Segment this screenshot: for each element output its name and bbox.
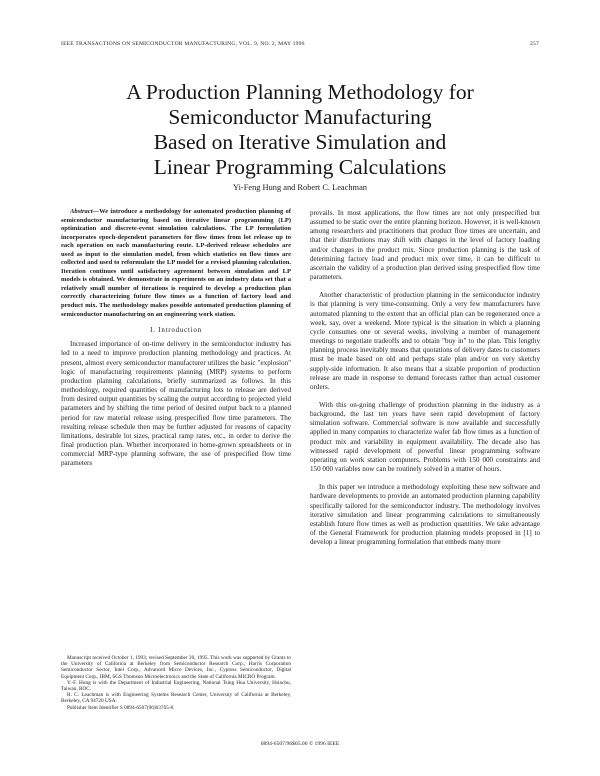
title-line-3: Based on Iterative Simulation and: [153, 130, 447, 154]
footnote-received: Manuscript received October 1, 1993; revised September 20, 1995. This work was supported by Grants to the University of California at Berkeley from Semiconductor Research Corp., Harris Corporation Semiconductor Sector, Intel Corp., Advanced Micro Devices, Inc., Cypress Semiconductor, Digital Equipment Corp., IBM, SGS Thomson Microelectronics and the State of California MICRO Program.: [61, 655, 291, 680]
body-paragraph-2: Another characteristic of production planning in the semiconductor industry is that planning is very time-consuming. Only a very few manufacturers have automated planning to the extent that an official plan can be regenerated once a week, say, over a weekend. More typical is the situation in which a planning cycle consumes one or several weeks, involving a number of management meetings to negotiate tradeoffs and to obtain "buy in" to the plan. This lengthy planning process inevitably means that quotations of delivery dates to customers must be made based on old and perhaps stale plan and/or on very sketchy supply-side information. It also means that a sizable proportion of production release are made in response to demand forecasts rather than actual customer orders.: [310, 291, 540, 391]
page-number: 257: [530, 41, 539, 47]
section-heading-introduction: I. Introduction: [150, 327, 202, 335]
footnote-publisher-id: Publisher Item Identifier S 0894-6507(96)03765-8.: [67, 704, 175, 711]
introduction-paragraph: Increased importance of on-time delivery in the semiconductor industry has led to a need to improve production planning methodology and practices. At present, almost every semiconductor manufacturer utilizes the basic "explosion" logic of manufacturing requirements planning (MRP) systems to perform production planning calculations, briefly summarized as follows. In this methodology, required quantities of manufacturing lots to release are derived from desired output quantities by scaling the output according to projected yield parameters and by shifting the time period of desired output back to a planned period for raw material release using prespecified flow time parameters. The resulting release schedule then may be further adjusted for reasons of capacity limitations, desirable lot sizes, practical ramp rates, etc., in order to derive the final production plan. Whether incorporated in home-grown spreadsheets or in commercial MRP-type planning software, the use of prespecified flow time parameters: [61, 340, 291, 468]
abstract-label: Abstract—: [70, 208, 100, 215]
right-column: [310, 209, 540, 547]
title-line-4: Linear Programming Calculations: [153, 155, 447, 179]
abstract-text: We introduce a methodology for automated production planning of semiconductor manufacturing based on iterative linear programming (LP) optimization and discrete-event simulation calculations. The LP formulation incorporates epoch-dependent parameters for flow times from lot release up to each operation on each manufacturing route. LP-derived release schedules are used as input to the simulation model, from which statistics on flow times are collected and used to reformulate the LP model for a revised planning calculation. Iteration continues until satisfactory agreement between simulation and LP models is obtained. We demonstrate in experiments on an industry data set that a relatively small number of iterations is required to develop a production plan correctly characterizing future flow times as a function of factory load and product mix. The methodology makes possible automated production planning of semiconductor manufacturing on an engineering work station.: [61, 208, 291, 318]
footnote-author-1: Y.-F. Hung is with the Department of Industrial Engineering, National Tsing Hua University, Hsinchu, Taiwan, ROC.: [61, 679, 291, 693]
journal-name: IEEE TRANSACTIONS ON SEMICONDUCTOR MANUFACTURING, VOL. 9, NO. 2, MAY 1996: [61, 41, 305, 47]
body-paragraph-1: prevails. In most applications, the flow times are not only prespecified but assumed to be static over the entire planning horizon. However, it is well-known among researchers and practitioners that product flow times are uncertain, and that their distributions may shift with changes in the level of factory loading and/or changes in the product mix. Since production planning is the task of determining factory load and product mix over time, it can be difficult to ascertain the validity of a production plan derived using prespecified flow time parameters.: [310, 209, 540, 282]
footnotes: [61, 655, 291, 711]
abstract: [61, 208, 291, 319]
left-column: [61, 208, 291, 468]
running-header: [61, 41, 539, 51]
title-line-1: A Production Planning Methodology for: [126, 80, 474, 104]
body-paragraph-4: In this paper we introduce a methodology exploiting these new software and hardware developments to provide an automated production planning capability specifically tailored for the semiconductor industry. The methodology involves iterative simulation and linear programming calculations to simultaneously establish future flow times as well as production quantities. We take advantage of the General Framework for production planning models proposed in [1] to develop a linear programming formulation that embeds many more: [310, 483, 540, 547]
author-list: Yi-Feng Hung and Robert C. Leachman: [233, 183, 367, 192]
title-line-2: Semiconductor Manufacturing: [168, 105, 432, 129]
body-paragraph-3: With this on-going challenge of production planning in the industry as a background, the last ten years have seen rapid development of factory simulation software. Commercial software is now available and successfully applied in many companies to characterize wafer fab flow times as a function of product mix and variability in equipment availability. The decade also has witnessed rapid development of powerful linear programming software operating on work station computers. Problems with 150 000 constraints and 150 000 variables now can be routinely solved in a matter of hours.: [310, 400, 540, 474]
footnote-author-2: R. C. Leachman is with Engineering Systems Research Center, University of California at Berkeley, Berkeley, CA 94720 USA.: [61, 692, 291, 705]
copyright-line: 0894-6507/96$05.00 © 1996 IEEE: [260, 741, 340, 747]
paper-title: [60, 80, 540, 180]
